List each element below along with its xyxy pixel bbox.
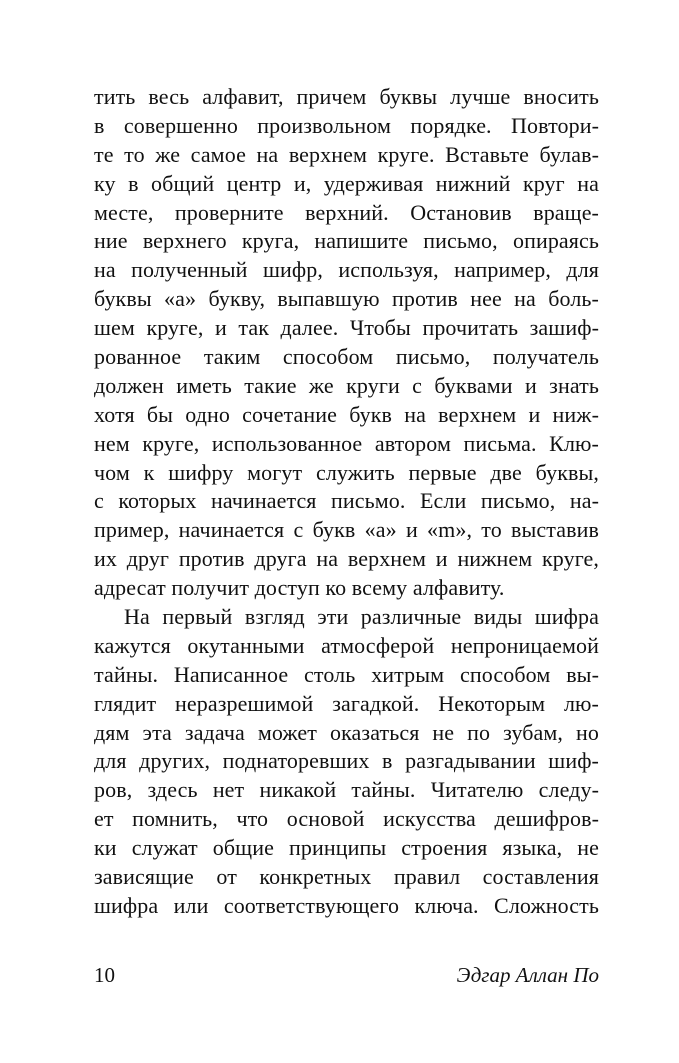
text-line: шем круге, и так далее. Чтобы прочитать зашиф- xyxy=(94,315,599,341)
text-line: рованное таким способом письмо, получатель xyxy=(94,344,599,370)
page-number: 10 xyxy=(94,963,115,987)
text-line: должен иметь такие же круги с буквами и знать xyxy=(94,372,599,398)
page-footer xyxy=(94,960,599,990)
text-line: для других, поднаторевших в разгадывании шиф- xyxy=(94,748,599,774)
text-line: с которых начинается письмо. Если письмо, на- xyxy=(94,488,599,514)
text-line: тить весь алфавит, причем буквы лучше вносить xyxy=(94,84,599,109)
text-line: их друг против друга на верхнем и нижнем круге, xyxy=(94,546,599,572)
text-line: месте, проверните верхний. Остановив враще- xyxy=(94,199,599,225)
text-line: зависящие от конкретных правил составления xyxy=(94,864,599,890)
text-line: тайны. Написанное столь хитрым способом вы- xyxy=(94,661,599,687)
text-line: ет помнить, что основой искусства дешифров- xyxy=(94,806,599,832)
text-line: ние верхнего круга, напишите письмо, опираясь xyxy=(94,228,599,254)
text-line: чом к шифру могут служить первые две буквы, xyxy=(94,459,599,485)
text-line: в совершенно произвольном порядке. Повтори- xyxy=(94,112,599,138)
text-line: ку в общий центр и, удерживая нижний круг на xyxy=(94,170,599,196)
text-line: глядит неразрешимой загадкой. Некоторым лю- xyxy=(94,690,599,716)
text-line: На первый взгляд эти различные виды шифра xyxy=(124,604,599,630)
text-line: нем круге, использованное автором письма. Клю- xyxy=(94,430,599,456)
text-line: ки служат общие принципы строения языка, не xyxy=(94,835,599,861)
text-line: кажутся окутанными атмосферой непроницаемой xyxy=(94,632,599,658)
text-line: адресат получит доступ ко всему алфавиту. xyxy=(94,575,505,601)
text-line: пример, начинается с букв «а» и «m», то выставив xyxy=(94,517,599,543)
text-line: шифра или соответствующего ключа. Сложность xyxy=(94,892,599,918)
text-line: ров, здесь нет никакой тайны. Читателю следу- xyxy=(94,777,599,803)
text-line: дям эта задача может оказаться не по зубам, но xyxy=(94,719,599,745)
text-line: буквы «а» букву, выпавшую против нее на боль- xyxy=(94,286,599,312)
text-line: те то же самое на верхнем круге. Вставьте булав- xyxy=(94,141,599,167)
text-line: на полученный шифр, используя, например, для xyxy=(94,257,599,283)
text-line: хотя бы одно сочетание букв на верхнем и ниж- xyxy=(94,401,599,427)
running-author: Эдгар Аллан По xyxy=(456,963,599,987)
body-text xyxy=(94,83,599,921)
